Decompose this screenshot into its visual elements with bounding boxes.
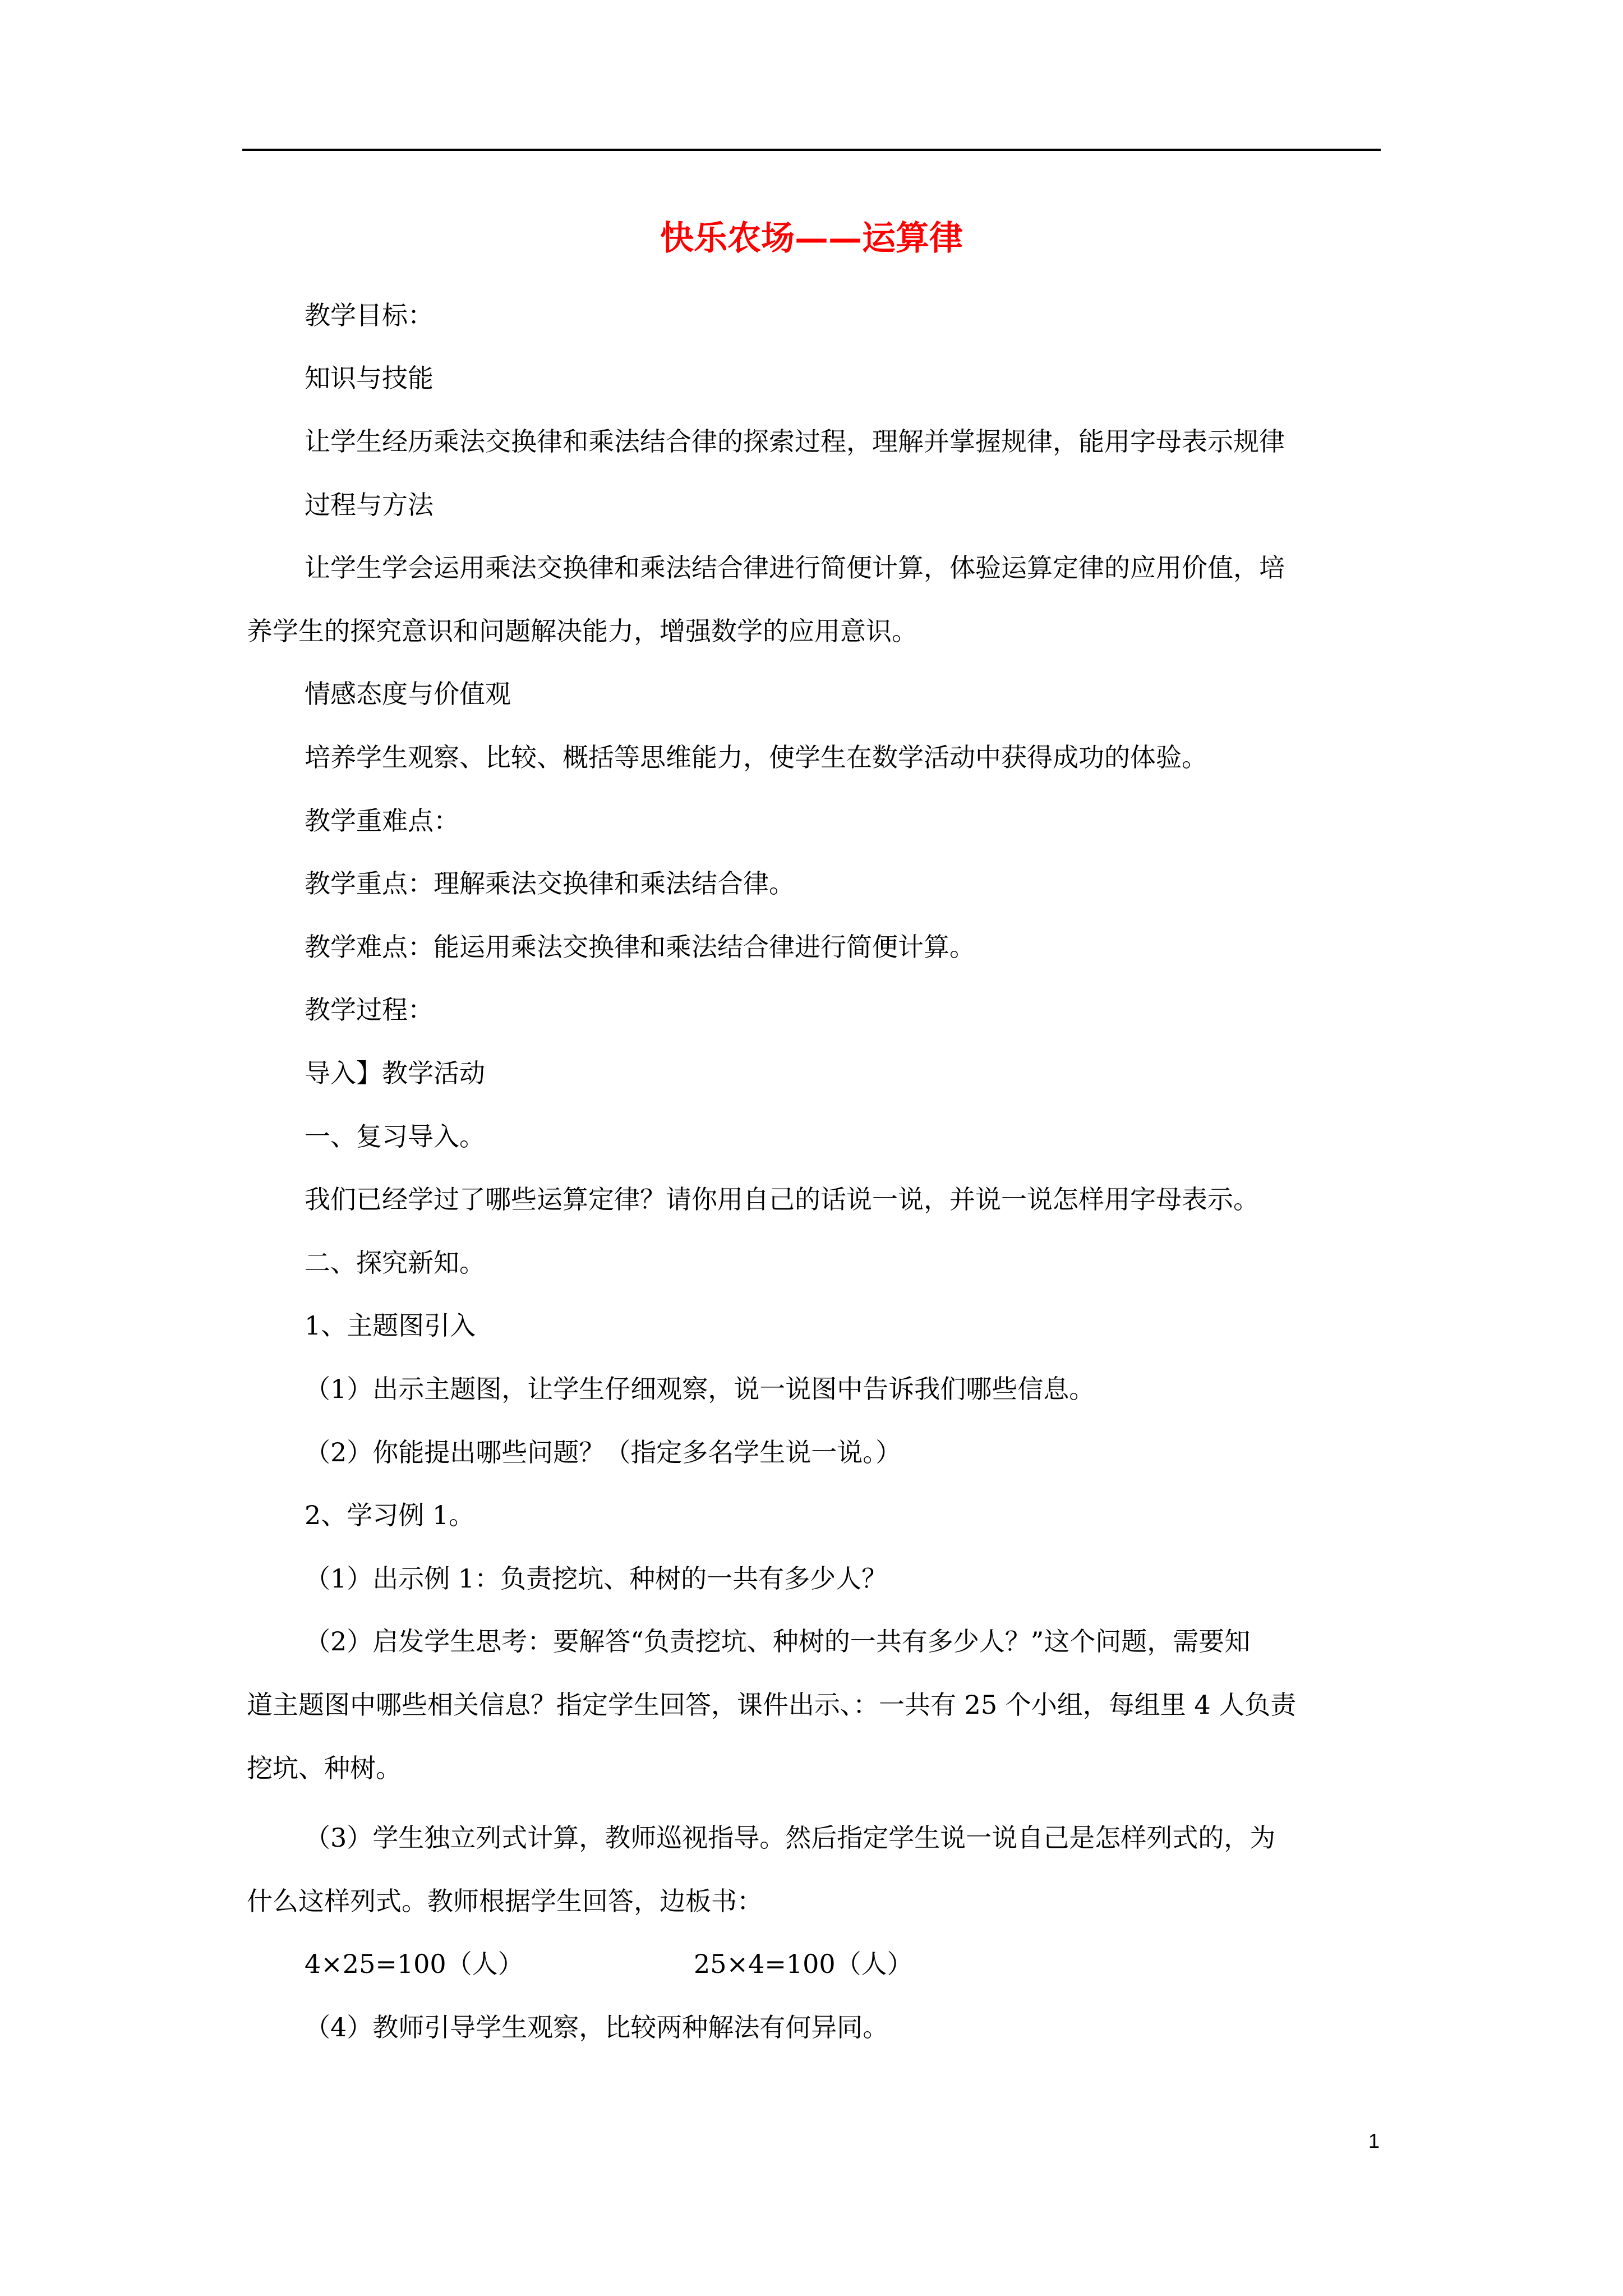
subheading-knowledge-skills: 知识与技能	[305, 363, 434, 393]
paragraph-line: 1、主题图引入	[305, 1310, 476, 1341]
paragraph-line: 教学难点：能运用乘法交换律和乘法结合律进行简便计算。	[305, 932, 975, 962]
paragraph-line: （2）启发学生思考：要解答“负责挖坑、种树的一共有多少人？”这个问题，需要知	[305, 1626, 1251, 1657]
paragraph-line: 导入】教学活动	[305, 1058, 485, 1088]
paragraph-line: （1）出示主题图，让学生仔细观察，说一说图中告诉我们哪些信息。	[305, 1374, 1095, 1404]
paragraph-line: 我们已经学过了哪些运算定律？请你用自己的话说一说，并说一说怎样用字母表示。	[305, 1184, 1259, 1214]
header-rule	[242, 149, 1381, 151]
paragraph-line: 养学生的探究意识和问题解决能力，增强数学的应用意识。	[247, 616, 917, 646]
equation-1: 4×25=100（人）	[305, 1949, 524, 1979]
paragraph-line: 二、探究新知。	[305, 1248, 485, 1278]
page-number: 1	[1368, 2129, 1380, 2152]
paragraph-line: （2）你能提出哪些问题？（指定多名学生说一说。）	[305, 1437, 902, 1467]
paragraph-line: 一、复习导入。	[305, 1121, 485, 1152]
paragraph-line: （4）教师引导学生观察，比较两种解法有何异同。	[305, 2012, 889, 2042]
paragraph-line: 让学生学会运用乘法交换律和乘法结合律进行简便计算，体验运算定律的应用价值，培	[305, 553, 1285, 583]
paragraph-line: 道主题图中哪些相关信息？指定学生回答，课件出示、：一共有 25 个小组，每组里 4 人负责	[247, 1690, 1297, 1720]
paragraph-line: （1）出示例 1：负责挖坑、种树的一共有多少人？	[305, 1563, 888, 1594]
paragraph-line: 培养学生观察、比较、概括等思维能力，使学生在数学活动中获得成功的体验。	[305, 742, 1207, 772]
equation-2: 25×4=100（人）	[694, 1949, 913, 1979]
paragraph-line: 让学生经历乘法交换律和乘法结合律的探索过程，理解并掌握规律，能用字母表示规律	[305, 426, 1285, 457]
paragraph-line: 什么这样列式。教师根据学生回答，边板书：	[247, 1886, 763, 1916]
document-title: 快乐农场——运算律	[660, 219, 963, 258]
paragraph-line: 教学重点：理解乘法交换律和乘法结合律。	[305, 868, 795, 899]
section-heading-teaching-process: 教学过程：	[305, 995, 434, 1025]
subheading-emotion-values: 情感态度与价值观	[305, 679, 511, 709]
section-heading-teaching-objectives: 教学目标：	[305, 300, 434, 330]
paragraph-line: 挖坑、种树。	[247, 1753, 402, 1783]
subheading-process-method: 过程与方法	[305, 490, 434, 520]
section-heading-key-points: 教学重难点：	[305, 806, 459, 836]
paragraph-line: 2、学习例 1。	[305, 1500, 475, 1530]
paragraph-line: （3）学生独立列式计算，教师巡视指导。然后指定学生说一说自己是怎样列式的，为	[305, 1823, 1276, 1853]
